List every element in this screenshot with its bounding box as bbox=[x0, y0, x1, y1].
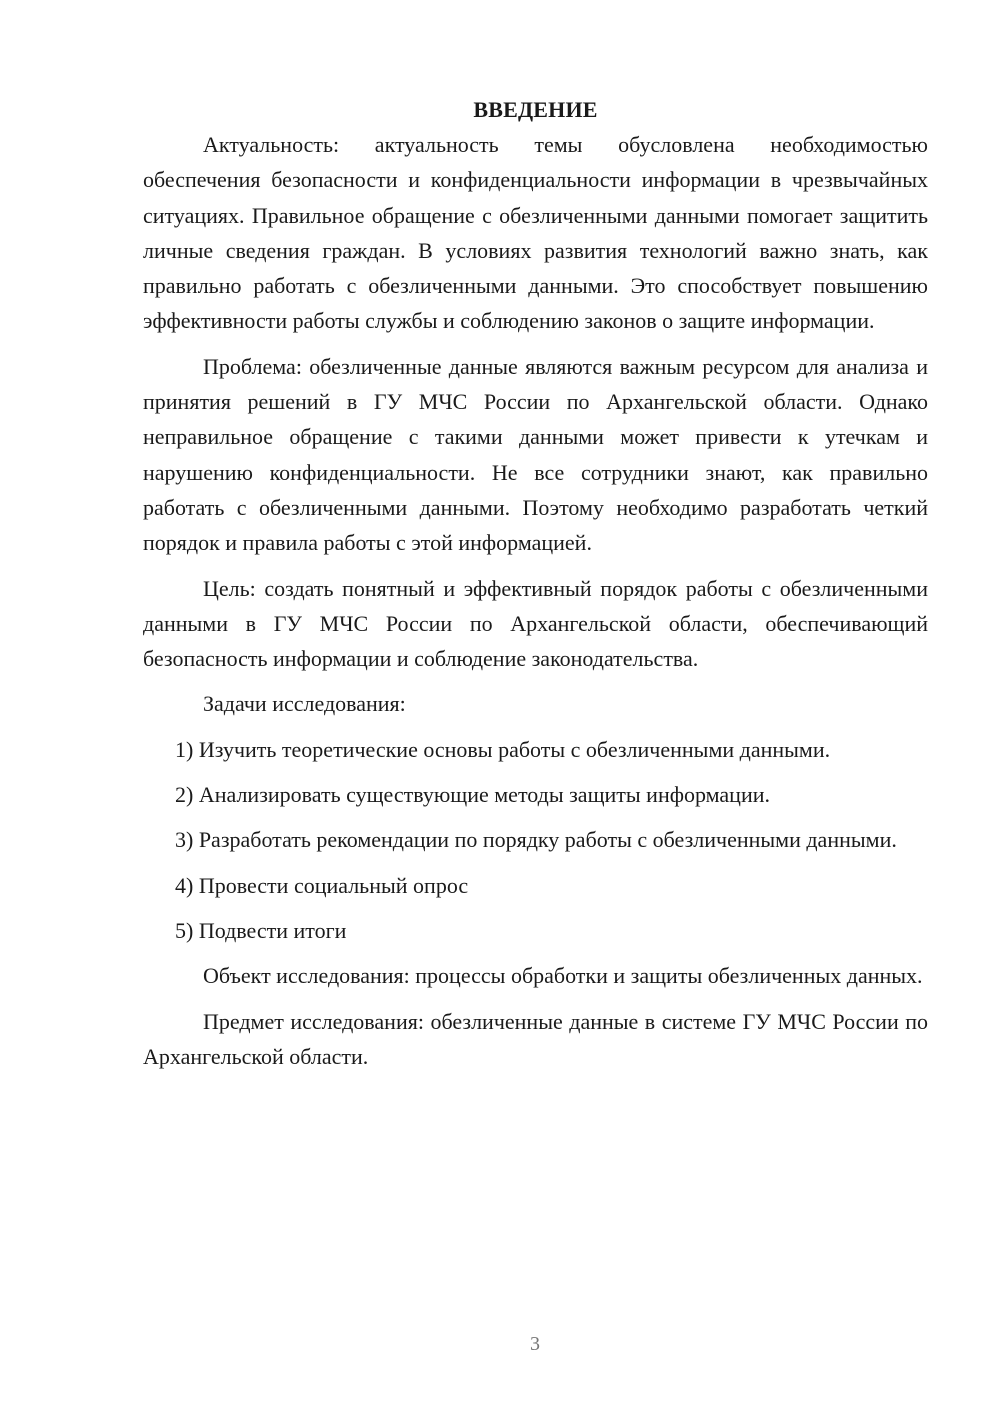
paragraph-relevance: Актуальность: актуальность темы обусловлена необходимостью обеспечения безопасности и конфиденциальности информации в чрезвычайных ситуациях. Правильное обращение с обезличенными данными помогает защитить личные сведения граждан. В условиях развития технологий важно знать, как правильно работать с обезличенными данными. Это способствует повышению эффективности работы службы и соблюдению законов о защите информации. bbox=[143, 132, 928, 334]
task-item-2: 2) Анализировать существующие методы защиты информации. bbox=[175, 782, 770, 808]
paragraph-goal: Цель: создать понятный и эффективный порядок работы с обезличенными данными в ГУ МЧС России по Архангельской области, обеспечивающий безопасность информации и соблюдение законодательства. bbox=[143, 575, 928, 672]
paragraph-object: Объект исследования: процессы обработки и защиты обезличенных данных. bbox=[203, 963, 923, 989]
task-item-3: 3) Разработать рекомендации по порядку работы с обезличенными данными. bbox=[175, 827, 897, 853]
paragraph-problem: Проблема: обезличенные данные являются важным ресурсом для анализа и принятия решений в ГУ МЧС России по Архангельской области. Однако неправильное обращение с такими данными может привести к утечкам и нарушению конфиденциальности. Не все сотрудники знают, как правильно работать с обезличенными данными. Поэтому необходимо разработать четкий порядок и правила работы с этой информацией. bbox=[143, 353, 928, 556]
page-number: 3 bbox=[530, 1333, 540, 1355]
task-item-4: 4) Провести социальный опрос bbox=[175, 872, 469, 898]
task-item-5: 5) Подвести итоги bbox=[175, 917, 347, 943]
task-item-1: 1) Изучить теоретические основы работы с обезличенными данными. bbox=[175, 736, 831, 762]
paragraph-subject: Предмет исследования: обезличенные данные в системе ГУ МЧС России по Архангельской области. bbox=[143, 1008, 928, 1069]
document-page bbox=[143, 92, 928, 1084]
section-heading: ВВЕДЕНИЕ bbox=[473, 97, 598, 122]
paragraph-tasks-intro: Задачи исследования: bbox=[203, 691, 406, 717]
